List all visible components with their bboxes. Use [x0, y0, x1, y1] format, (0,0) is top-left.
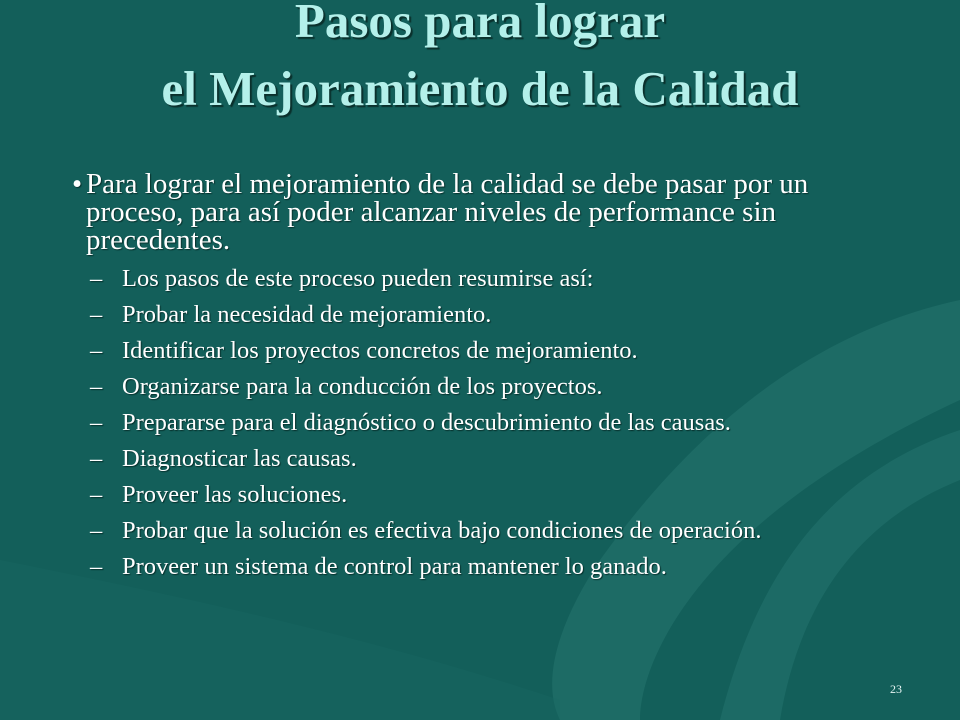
sub-item — [72, 446, 912, 472]
dash-marker: – — [90, 373, 103, 400]
sub-item — [72, 266, 912, 292]
dash-marker: – — [90, 409, 103, 436]
title-line-1: Pasos para lograr — [294, 0, 666, 48]
sub-item-text: Proveer un sistema de control para mantener lo ganado. — [122, 553, 667, 580]
dash-marker: – — [90, 265, 103, 292]
sub-item-text: Diagnosticar las causas. — [122, 445, 357, 472]
sub-item-text: Los pasos de este proceso pueden resumirse así: — [122, 265, 594, 292]
page-number: 23 — [890, 682, 902, 696]
sub-item-text: Organizarse para la conducción de los proyectos. — [122, 373, 603, 400]
sub-item — [72, 554, 912, 580]
title-line-2: el Mejoramiento de la Calidad — [161, 61, 799, 116]
sub-item-text: Proveer las soluciones. — [122, 481, 348, 508]
slide-title — [0, 0, 960, 116]
dash-marker: – — [90, 337, 103, 364]
dash-marker: – — [90, 301, 103, 328]
sub-item-text: Probar la necesidad de mejoramiento. — [122, 301, 492, 328]
sub-item — [72, 338, 912, 364]
sub-item-text: Probar que la solución es efectiva bajo condiciones de operación. — [122, 517, 762, 544]
main-bullet — [72, 170, 912, 254]
sub-item — [72, 410, 912, 436]
dash-marker: – — [90, 553, 103, 580]
sub-item — [72, 374, 912, 400]
slide-body — [72, 170, 912, 590]
dash-marker: – — [90, 517, 103, 544]
main-bullet-text: Para lograr el mejoramiento de la calidad se debe pasar por un proceso, para así poder alcanzar niveles de performance sin precedentes. — [86, 168, 809, 256]
sub-item — [72, 518, 912, 544]
sub-item — [72, 482, 912, 508]
bullet-marker: • — [72, 168, 83, 200]
sub-item-text: Identificar los proyectos concretos de mejoramiento. — [122, 337, 638, 364]
sub-item-text: Prepararse para el diagnóstico o descubrimiento de las causas. — [122, 409, 731, 436]
dash-marker: – — [90, 445, 103, 472]
sub-item — [72, 302, 912, 328]
dash-marker: – — [90, 481, 103, 508]
